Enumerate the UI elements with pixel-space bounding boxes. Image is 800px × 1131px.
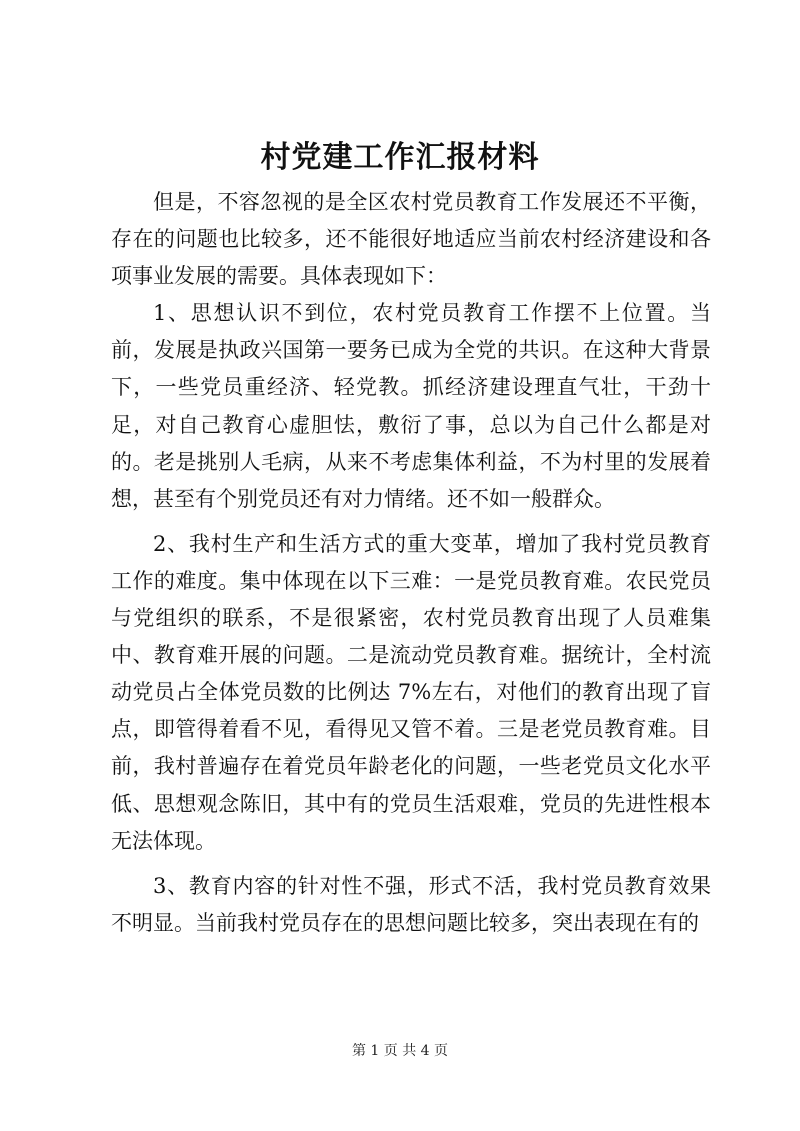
paragraph-point-3: 3、教育内容的针对性不强，形式不活，我村党员教育效果不明显。当前我村党员存在的思想问题比较多，突出表现在有的 (111, 873, 711, 935)
page-indicator: 第 1 页 共 4 页 (351, 1043, 449, 1059)
document-body (111, 184, 711, 942)
paragraph-point-2: 2、我村生产和生活方式的重大变革，增加了我村党员教育工作的难度。集中体现在以下三难：一是党员教育难。农民党员与党组织的联系，不是很紧密，农村党员教育出现了人员难集中、教育难开展的问题。二是流动党员教育难。据统计，全村流动党员占全体党员数的比例达 7%左右，对他们的教育出现了盲点，即管得着看不见，看得见又管不着。三是老党员教育难。目前，我村普遍存在着党员年龄老化的问题，一些老党员文化水平低、思想观念陈旧，其中有的党员生活艰难，党员的先进性根本无法体现。 (111, 531, 711, 853)
paragraph-point-1: 1、思想认识不到位，农村党员教育工作摆不上位置。当前，发展是执政兴国第一要务已成为全党的共识。在这种大背景下，一些党员重经济、轻党教。抓经济建设理直气壮，干劲十足，对自己教育心虚胆怯，敷衍了事，总以为自己什么都是对的。老是挑别人毛病，从来不考虑集体利益，不为村里的发展着想，甚至有个别党员还有对力情绪。还不如一般群众。 (111, 301, 711, 511)
document-title: 村党建工作汇报材料 (260, 140, 540, 175)
paragraph-intro: 但是，不容忽视的是全区农村党员教育工作发展还不平衡，存在的问题也比较多，还不能很好地适应当前农村经济建设和各项事业发展的需要。具体表现如下： (111, 190, 711, 289)
